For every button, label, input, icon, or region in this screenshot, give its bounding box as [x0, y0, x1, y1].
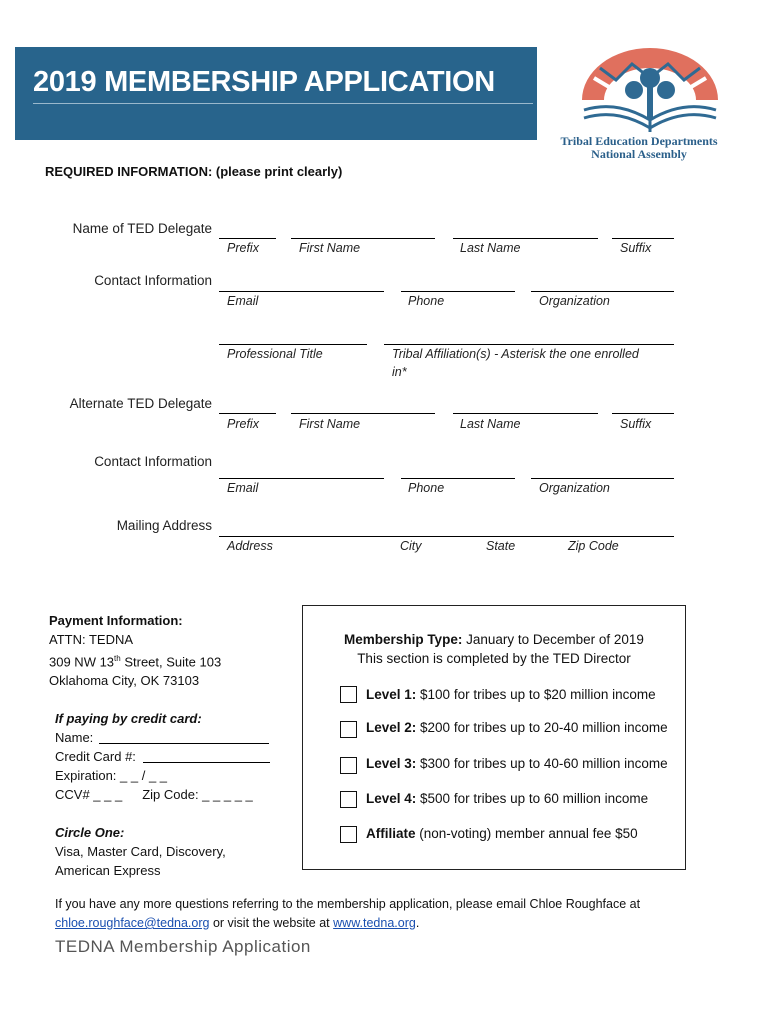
caption-phone: Phone [408, 294, 445, 308]
level-2-desc: $200 for tribes up to 20-40 million income [416, 720, 668, 735]
footer-period: . [415, 916, 420, 930]
membership-type-label: Membership Type: [344, 632, 463, 647]
ted-first-name-field[interactable] [291, 238, 435, 239]
credit-card-section [55, 709, 295, 804]
affiliate-desc: (non-voting) member annual fee $50 [415, 826, 638, 841]
cc-name-field[interactable] [99, 743, 269, 744]
caption-tribal-affiliation: Tribal Affiliation(s) - Asterisk the one enrolled [392, 347, 639, 361]
caption-address: Address [227, 539, 273, 553]
ted-delegate-label: Name of TED Delegate [72, 221, 212, 236]
caption-organization: Organization [539, 294, 610, 308]
alt-caption-prefix: Prefix [227, 417, 259, 431]
alt-caption-suffix: Suffix [620, 417, 652, 431]
circle-heading: Circle One: [55, 825, 125, 840]
cc-name-row [55, 728, 295, 747]
cc-number-field[interactable] [143, 762, 270, 763]
card-types-line1[interactable]: Visa, Master Card, Discovery, [55, 844, 226, 859]
payment-attn: ATTN: TEDNA [49, 632, 134, 647]
caption-prefix: Prefix [227, 241, 259, 255]
payment-info [49, 611, 294, 690]
membership-type-header [302, 630, 686, 668]
credit-heading: If paying by credit card: [55, 711, 202, 726]
cc-name-label: Name: [55, 730, 94, 745]
street-suffix: th [114, 654, 121, 663]
alternate-delegate-label: Alternate TED Delegate [69, 396, 212, 411]
alt-phone-field[interactable] [401, 478, 515, 479]
card-types-line2[interactable]: American Express [55, 863, 161, 878]
page-title: 2019 MEMBERSHIP APPLICATION [33, 66, 495, 98]
street-part-a: 309 NW 13 [49, 654, 115, 670]
caption-zip-code: Zip Code [568, 539, 619, 553]
alt-caption-organization: Organization [539, 481, 610, 495]
membership-type-value: January to December of 2019 [462, 632, 644, 647]
professional-title-field[interactable] [219, 344, 367, 345]
caption-tribal-affiliation-cont: in* [392, 365, 407, 379]
alt-contact-info-label: Contact Information [94, 454, 212, 469]
alt-email-field[interactable] [219, 478, 384, 479]
street-part-b: Street, Suite 103 [120, 654, 222, 670]
ted-last-name-field[interactable] [453, 238, 598, 239]
caption-state: State [486, 539, 516, 553]
alt-last-name-field[interactable] [453, 413, 598, 414]
alt-caption-first-name: First Name [299, 417, 361, 431]
footer-text2: or visit the website at [209, 916, 334, 930]
cc-ccv-row [55, 785, 295, 804]
cc-number-row [55, 747, 295, 766]
contact-info-label: Contact Information [94, 273, 212, 288]
membership-note: This section is completed by the TED Director [357, 651, 631, 666]
tedna-logo-icon [570, 48, 730, 136]
title-underline [33, 103, 533, 104]
logo-text [549, 135, 729, 161]
level-1-name: Level 1: [366, 687, 417, 702]
level-1-desc: $100 for tribes up to $20 million income [416, 687, 656, 702]
caption-last-name: Last Name [460, 241, 521, 255]
ted-prefix-field[interactable] [219, 238, 276, 239]
level-3-option [366, 756, 668, 771]
document-footer-title: TEDNA Membership Application [55, 937, 311, 956]
caption-suffix: Suffix [620, 241, 652, 255]
tribal-affiliation-field[interactable] [384, 344, 674, 345]
level-2-option [366, 720, 668, 735]
caption-city: City [400, 539, 422, 553]
footer-line1: If you have any more questions referring to the membership application, please email Chloe Roughface at [55, 897, 641, 911]
level-3-name: Level 3: [366, 756, 417, 771]
alt-prefix-field[interactable] [219, 413, 276, 414]
alt-caption-phone: Phone [408, 481, 445, 495]
organization-field[interactable] [531, 291, 674, 292]
level-4-checkbox[interactable] [340, 791, 357, 808]
affiliate-option [366, 826, 638, 841]
alt-caption-email: Email [227, 481, 259, 495]
cc-zip[interactable]: Zip Code: _ _ _ _ _ [142, 787, 253, 802]
payment-city: Oklahoma City, OK 73103 [49, 673, 200, 689]
level-4-option [366, 791, 648, 806]
footer-line2 [55, 914, 640, 933]
affiliate-name: Affiliate [366, 826, 416, 841]
caption-first-name: First Name [299, 241, 361, 255]
level-3-checkbox[interactable] [340, 757, 357, 774]
level-4-name: Level 4: [366, 791, 417, 806]
level-3-desc: $300 for tribes up to 40-60 million income [416, 756, 668, 771]
email-link[interactable]: chloe.roughface@tedna.org [55, 916, 210, 930]
level-1-checkbox[interactable] [340, 686, 357, 703]
logo-line-2: National Assembly [591, 147, 687, 161]
ted-suffix-field[interactable] [612, 238, 674, 239]
mailing-address-label: Mailing Address [116, 518, 212, 533]
mailing-address-field[interactable] [219, 536, 674, 537]
alt-first-name-field[interactable] [291, 413, 435, 414]
payment-heading: Payment Information: [49, 613, 183, 628]
cc-expiration[interactable]: Expiration: _ _ / _ _ [55, 768, 168, 783]
payment-street [49, 649, 294, 671]
alt-organization-field[interactable] [531, 478, 674, 479]
circle-one-section [55, 823, 295, 880]
level-2-checkbox[interactable] [340, 721, 357, 738]
caption-professional-title: Professional Title [227, 347, 323, 361]
alt-caption-last-name: Last Name [460, 417, 521, 431]
caption-email: Email [227, 294, 259, 308]
email-field[interactable] [219, 291, 384, 292]
phone-field[interactable] [401, 291, 515, 292]
cc-ccv[interactable]: CCV# _ _ _ [55, 787, 123, 802]
alt-suffix-field[interactable] [612, 413, 674, 414]
logo-line-1: Tribal Education Departments [560, 134, 718, 148]
level-2-name: Level 2: [366, 720, 417, 735]
website-link[interactable]: www.tedna.org [333, 916, 416, 930]
cc-number-label: Credit Card #: [55, 749, 136, 764]
level-4-desc: $500 for tribes up to 60 million income [416, 791, 649, 806]
level-1-option [366, 687, 656, 702]
required-heading: REQUIRED INFORMATION: (please print clearly) [45, 164, 343, 179]
footer-contact [55, 895, 640, 933]
membership-type-row [302, 630, 686, 649]
affiliate-checkbox[interactable] [340, 826, 357, 843]
